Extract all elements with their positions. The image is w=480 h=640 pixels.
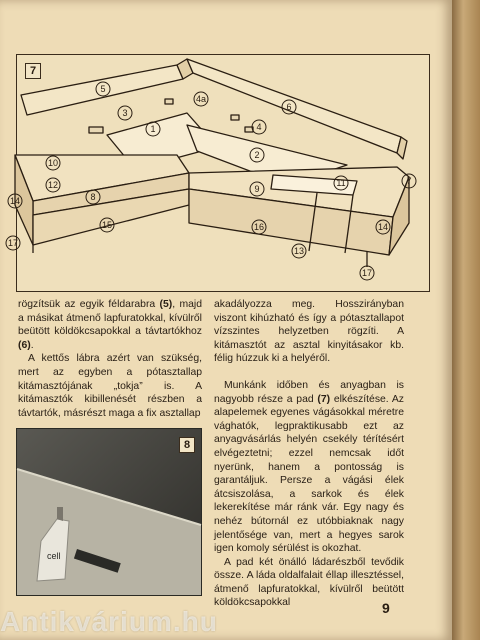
callout-13: 13: [293, 246, 305, 256]
callout-11: 11: [336, 178, 346, 188]
callout-10: 10: [47, 158, 59, 168]
callout-17-right: 17: [361, 268, 373, 278]
glue-bottle-photo: [17, 429, 201, 595]
figure-7-badge: 7: [25, 63, 41, 79]
callout-12: 12: [47, 180, 59, 190]
bench-line-drawing: [7, 55, 429, 291]
callout-8: 8: [90, 192, 96, 202]
callout-1: 1: [150, 124, 156, 134]
callout-17-left: 17: [7, 238, 19, 248]
watermark: Antikvárium.hu: [0, 606, 218, 637]
callout-5: 5: [100, 84, 106, 94]
adjacent-page-edge: [452, 0, 480, 640]
figure-7-corner-bench-drawing: [7, 54, 430, 292]
right-paragraph-3: A pad két önálló ládarészből tevődik össze. A láda oldalfalait éllap illesztéssel, átmenő lapfuratokkal, kívülről beütött köldökcsapokkal: [214, 556, 404, 609]
right-paragraph-1: akadályozza meg. Hosszirányban viszont kihúzható és így a pótasztallapot vízszintes helyzetben rögzíti. A kitámasztót az asztal kinyitásakor kb. félig húzzuk ki a helyéről.: [214, 299, 404, 365]
callout-16: 16: [253, 222, 265, 232]
bottle-label: cell: [47, 551, 61, 561]
left-text-column: [18, 298, 202, 420]
figure-8-photo: [16, 428, 202, 596]
callout-2: 2: [254, 150, 260, 160]
callout-9: 9: [254, 184, 260, 194]
callout-14-left: 14: [9, 196, 21, 206]
left-paragraph-1: rögzítsük az egyik féldarabra (5), majd a másikat átmenő lapfuratokkal, kívülről beütött köldökcsapokkal a távtartókhoz (6).: [18, 299, 202, 351]
right-text-column: [214, 298, 404, 610]
callout-3: 3: [122, 108, 128, 118]
callout-14-right: 14: [377, 222, 389, 232]
right-paragraph-2: Munkánk időben és anyagban is nagyobb része a pad (7) elkészítése. Az alapelemek egyenes vágásokkal méretre vághatók, legpraktikusabb ezt az anyagvásárlás helyén csekély térítésért elvégeztetni; ezzel nemcsak időt nyerünk, hanem a pontosság is garantáljuk. Persze a vágási élek átcsiszolása, a sarkok és élek lekerekítése már ránk vár. Egy nagy és nehéz bútornál ez utóbbiaknak nagy jelentősége van, mert a hegyes sarok igen komoly sérülést is okozhat.: [214, 379, 404, 555]
callout-4: 4: [256, 122, 262, 132]
callout-7: 7: [406, 176, 412, 186]
callout-4a: 4a: [195, 94, 207, 104]
figure-8-badge: 8: [179, 437, 195, 453]
callout-6: 6: [286, 102, 292, 112]
callout-15: 15: [101, 220, 113, 230]
left-paragraph-2: A kettős lábra azért van szükség, mert az egyben a pótasztallap kitámasztójának „tokja” is. A kitámasztók kibillenését részben a távtartók, másrészt maga a fix asztallap: [18, 353, 202, 419]
page-number: 9: [382, 600, 390, 616]
